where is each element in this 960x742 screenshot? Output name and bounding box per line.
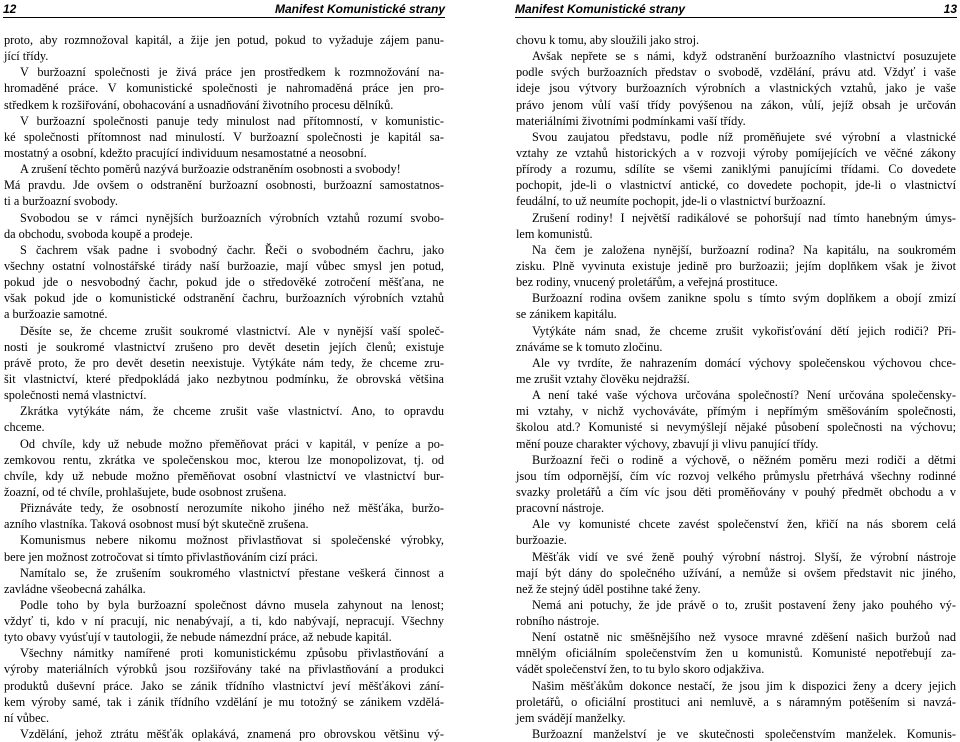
text-line: A není také vaše výchova určována společností? Není určována společensky-	[532, 388, 956, 403]
page-header	[512, 2, 960, 16]
text-line: ní vůbec.	[4, 710, 50, 725]
text-line: mi vztahy, v nichž vychováváte, přímým i nepřímým směšováním společnosti,	[516, 404, 956, 419]
text-line: však pokud jde o komunistické odstranění čachru, buržoazních výrobních vztahů	[4, 291, 444, 306]
text-line: bez rodiny, vnucený proletářům, a veřejná prostituce.	[516, 275, 778, 290]
text-line: nosti je soukromé vlastnictví zrušeno pro devět desetin jejích členů; existuje	[4, 339, 444, 354]
text-line: Zkrátka vytýkáte nám, že chceme zrušit vaše vlastnictví. Ano, to opravdu	[20, 404, 444, 419]
text-line: Měšťák vidí ve své ženě pouhý výrobní nástroj. Slyší, že výrobní nástroje	[532, 549, 956, 564]
text-line: Vytýkáte nám snad, že chceme zrušit vykořisťování dětí jejich rodiči? Při-	[532, 323, 956, 338]
text-line: produktů duševní práce. Jako se zánik třídního vlastnictví jeví měšťákovi zání-	[4, 678, 444, 693]
text-line: všechny ostatní volnostářské tirády naší buržoazie, mají vůbec smysl jen potud,	[4, 258, 444, 273]
page-body	[4, 32, 444, 742]
text-line: chvíle, kdy už nebude možno přeměňovat osobní vlastnictví ve vlastnictví bur-	[4, 468, 444, 483]
text-line: feudální, to už neumíte pochopit, jde-li o vlastnictví buržoazní.	[516, 194, 826, 209]
text-line: Zrušení rodiny! I největší radikálové se pohoršují nad tímto hanebným úmys-	[532, 210, 956, 225]
text-line: proletářů, o oficiální prostituci ani nemluvě, a s náramným potěšením si navzá-	[516, 694, 956, 709]
text-line: proto, aby rozmnožoval kapitál, a žije jen potud, pokud to vyžaduje zájem panu-	[4, 33, 444, 47]
text-line: jsou tím odpornější, čím víc rozvoj velkého průmyslu přetrhává všechny rodinné	[516, 468, 956, 483]
text-line: Komunismus nebere nikomu možnost přivlastňovat si společenské výrobky,	[20, 533, 444, 548]
running-title: Manifest Komunistické strany	[515, 2, 686, 16]
text-line: materiálními životními podmínkami vaší třídy.	[516, 113, 746, 128]
text-line: V buržoazní společnosti je živá práce jen prostředkem k rozmnožování na-	[20, 65, 444, 80]
text-line: hromaděné práce. V komunistické společnosti je nahromaděná práce jen pro-	[4, 81, 444, 96]
text-line: Není ostatně nic směšnějšího než vysoce mravné zděšení našich buržoů nad	[532, 630, 956, 645]
text-line: robního nástroje.	[516, 614, 600, 629]
text-line: Buržoazní rodina ovšem zanikne spolu s tímto svým doplňkem a obojí zmizí	[532, 291, 956, 306]
text-line: lem komunistů.	[516, 226, 593, 241]
text-line: se zánikem kapitálu.	[516, 307, 617, 322]
text-line: jící třídy.	[4, 49, 49, 64]
text-line: Buržoazní řeči o rodině a výchově, o něžném poměru mezi rodiči a dětmi	[532, 452, 956, 467]
text-line: buržoazie.	[516, 533, 567, 548]
text-line: Přiznáváte tedy, že osobností nerozumíte nikoho jiného než měšťáka, buržo-	[20, 501, 444, 516]
text-line: tyto obavy vyúsťují v tautologii, že nebude námezdní práce, až nebude kapitál.	[4, 630, 392, 645]
page-number: 12	[3, 2, 17, 16]
text-line: Buržoazní manželství je ve skutečnosti společenstvím manželek. Komunis-	[532, 727, 956, 742]
text-line: azního vlastníka. Taková osobnost musí být skutečně zrušena.	[4, 517, 309, 532]
text-line: V buržoazní společnosti panuje tedy minulost nad přítomností, v komunistic-	[20, 113, 444, 128]
text-line: středkem k rozšiřování, obohacování a usnadňování životního procesu dělníků.	[4, 97, 394, 112]
text-line: Ale vy tvrdíte, že nahrazením domácí výchovy společenskou výchovou chce-	[532, 355, 956, 370]
text-line: Podle toho by byla buržoazní společnost dávno musela zahynout na lenost;	[20, 597, 444, 612]
text-line: právo jenom vůlí vaší třídy povýšenou na zákon, vůlí, jejíž obsah je určován	[516, 97, 956, 112]
text-line: mění pouze charakter výchovy, zbavují ji vlivu panující třídy.	[516, 436, 819, 451]
text-line: ti a buržoazní svobody.	[4, 194, 118, 209]
right-page	[512, 0, 960, 742]
page-body	[516, 32, 956, 742]
text-line: žoazní, od té chvíle, prohlašujete, bude osobnost zrušena.	[4, 484, 287, 499]
text-line: přírody a rozumu, sdílíte se všemi zaniklými panujícími třídami. Co dovedete	[516, 162, 956, 177]
text-line: znáváme se k tomuto zločinu.	[516, 339, 663, 354]
text-line: svazky proletářů a čím víc jsou děti proměňovány v pouhý předmět obchodu a v	[516, 484, 956, 499]
text-line: Namítalo se, že zrušením soukromého vlastnictví přestane veškerá činnost a	[20, 565, 444, 580]
text-line: podle svých buržoazních představ o svobodě, vzdělání, právu atd. Vždyť i vaše	[516, 65, 956, 80]
text-line: ideje jsou výtvory buržoazních výrobních a vlastnických vztahů, jako je vaše	[516, 81, 956, 96]
text-line: zemkovou rentu, zkrátka ve společenskou moc, kterou lze monopolizovat, tj. od	[4, 452, 444, 467]
text-line: Od chvíle, kdy už nebude možno přeměňovat práci v kapitál, v peníze a po-	[20, 436, 444, 451]
text-line: Na čem je založena nynější, buržoazní rodina? Na kapitálu, na soukromém	[532, 242, 956, 257]
text-line: vztahy ze vztahů historických a v rozvoji výroby pomíjejících ve věčné zákony	[516, 145, 956, 160]
left-page	[0, 0, 448, 742]
text-line: mnělým oficiálním společenstvím žen u komunistů. Komunisté nepotřebují za-	[516, 646, 956, 661]
text-line: Děsíte se, že chceme zrušit soukromé vlastnictví. Ale v nynější vaší společ-	[20, 323, 444, 338]
text-line: bere jen možnost zotročovat si tímto přivlastňováním cizí práci.	[4, 549, 318, 564]
text-line: šit vlastnictví, které předpokládá jako nezbytnou podmínku, že obrovská většina	[4, 371, 444, 386]
text-line: pokud jde o nesvobodný čachr, pokud jde o středověké zotročení měšťana, ne	[4, 275, 444, 290]
text-line: mostatný a osobní, kdežto pracující individuum nesamostatné a neosobní.	[4, 145, 367, 160]
page-number: 13	[943, 2, 957, 16]
text-line: vádět společenství žen, to tu bylo skoro odjakživa.	[516, 662, 765, 677]
text-line: pochopit, jde-li o vlastnictví antické, co dovedete pochopit, jde-li o vlastnictví	[516, 178, 956, 193]
text-line: zisku. Plně vyvinuta existuje jedině pro buržoazii; jejím doplňkem však je život	[516, 258, 956, 273]
text-line: Všechny námitky namířené proti komunistickému způsobu přivlastňování a	[20, 646, 444, 661]
text-line: Ale vy komunisté chcete zavést společenství žen, křičí na nás sborem celá	[532, 517, 956, 532]
text-line: kem výroby samé, tak i zánik třídního vzdělání je mu totožný se zánikem vzdělá-	[4, 694, 444, 709]
text-line: pracovní nástroje.	[516, 501, 605, 516]
text-line: Avšak nepřete se s námi, když odstranění buržoazního vlastnictví posuzujete	[532, 49, 956, 64]
text-line: a buržoazie samotné.	[4, 307, 108, 322]
text-line: chceme.	[4, 420, 45, 435]
text-line: zavládne všeobecná zahálka.	[4, 581, 146, 596]
text-line: Svobodou se v rámci nynějších buržoazních výrobních vztahů rozumí svobo-	[20, 210, 444, 225]
text-line: jem svádějí manželky.	[516, 710, 626, 725]
text-line: společnosti nemá vlastnictví.	[4, 388, 147, 403]
text-line: Vzdělání, jehož ztrátu měšťák oplakává, znamená pro obrovskou většinu vý-	[20, 727, 444, 742]
text-line: Nemá ani potuchy, že jde právě o to, zrušit postavení ženy jako pouhého vý-	[532, 597, 956, 612]
header-rule	[515, 17, 957, 18]
text-line: Má pravdu. Jde ovšem o odstranění buržoazní osobnosti, buržoazní samostatnos-	[4, 178, 444, 193]
text-line: chovu k tomu, aby sloužili jako stroj.	[516, 33, 700, 47]
text-line: školou atd.? Komunisté si nevymýšlejí nějaké působení společnosti na výchovu;	[516, 420, 956, 435]
text-line: právě proto, že pro devět desetin neexistuje. Vytýkáte nám tedy, že chceme zru-	[4, 355, 444, 370]
text-line: mají být dány do společného užívání, a nemůže si ovšem představit nic jiného,	[516, 565, 956, 580]
text-line: výroby materiálních výrobků jsou rozšiřovány také na přivlastňování a produkci	[4, 662, 444, 677]
text-line: Našim měšťákům dokonce nestačí, že jsou jim k dispozici ženy a dcery jejich	[532, 678, 956, 693]
text-line: me zrušit vztahy člověku nejdražší.	[516, 371, 690, 386]
text-line: S čachrem však padne i svobodný čachr. Řeči o svobodném čachru, jako	[20, 242, 444, 257]
text-line: da obchodu, svoboda koupě a prodeje.	[4, 226, 193, 241]
text-line: Svou zaujatou představu, podle níž proměňujete své výrobní a vlastnické	[532, 129, 956, 144]
page-header	[0, 2, 448, 16]
text-line: ké společnosti přítomnost nad minulostí. V buržoazní společnosti je kapitál sa-	[4, 129, 444, 144]
text-line: než že stejný úděl postihne také ženy.	[516, 581, 701, 596]
header-rule	[3, 17, 445, 18]
running-title: Manifest Komunistické strany	[274, 2, 445, 16]
text-line: A zrušení těchto poměrů nazývá buržoazie odstraněním osobnosti a svobody!	[20, 162, 401, 177]
text-line: vždyť ti, kdo v ní pracují, nic nenabývají, a ti, kdo nabývají, nepracují. Všechny	[4, 614, 444, 629]
